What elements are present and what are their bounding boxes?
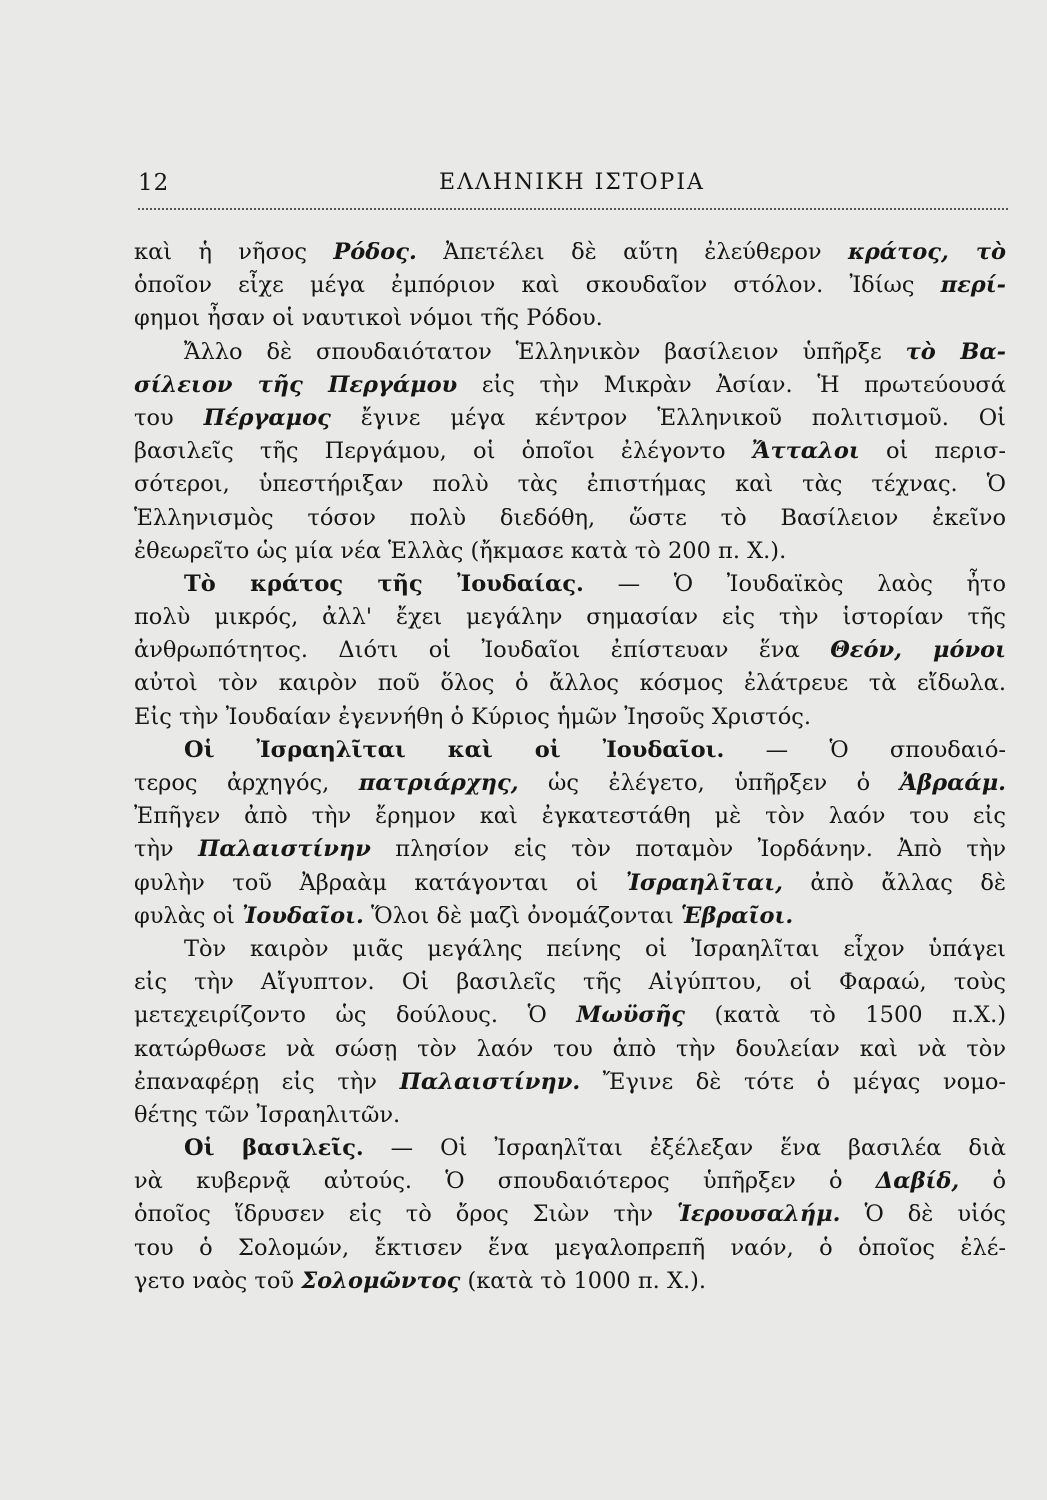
text-line: ὁποῖος ἵδρυσεν εἰς τὸ ὄρος Σιὼν τὴν Ἱερουσαλήμ. Ὁ δὲ υἱός <box>134 1201 1006 1228</box>
emphasis: περί- <box>940 272 1006 299</box>
paragraph <box>134 1132 1006 1298</box>
text-line: φυλὴν τοῦ Ἀβραὰμ κατάγονται οἱ Ἰσραηλῖται, ἀπὸ ἄλλας δὲ <box>134 869 1006 896</box>
running-title: ΕΛΛΗΝΙΚΗ ΙΣΤΟΡΙΑ <box>439 170 705 195</box>
emphasis: Δαβίδ, <box>875 1168 960 1195</box>
text-line: Τὸν καιρὸν μιᾶς μεγάλης πείνης οἱ Ἰσραηλῖται εἶχον ὑπάγει <box>184 935 1006 962</box>
text-line: Εἰς τὴν Ἰουδαίαν ἐγεννήθη ὁ Κύριος ἡμῶν Ἰησοῦς Χριστός. <box>134 703 812 730</box>
text-line: γετο ναὸς τοῦ Σολομῶντος (κατὰ τὸ 1000 π. Χ.). <box>134 1267 707 1294</box>
emphasis: Ρόδος. <box>333 239 417 265</box>
text-line: νὰ κυβερνᾷ αὐτούς. Ὁ σπουδαιότερος ὑπῆρξεν ὁ Δαβίδ, ὁ <box>134 1168 1006 1195</box>
text-line: του ὁ Σολομών, ἔκτισεν ἕνα μεγαλοπρεπῆ ναόν, ὁ ὁποῖος ἐλέ- <box>134 1234 1006 1261</box>
text-line: εἰς τὴν Αἴγυπτον. Οἱ βασιλεῖς τῆς Αἰγύπτου, οἱ Φαραώ, τοὺς <box>134 969 1006 996</box>
page-number: 12 <box>138 170 170 196</box>
section-heading: Οἱ Ἰσραηλῖται καὶ οἱ Ἰουδαῖοι. <box>184 736 725 763</box>
text-line: Ἐπῆγεν ἀπὸ τὴν ἔρημον καὶ ἐγκατεστάθη μὲ τὸν λαόν του εἰς <box>134 803 1006 830</box>
text-line: του Πέργαμος ἔγινε μέγα κέντρον Ἑλληνικοῦ πολιτισμοῦ. Οἱ <box>134 404 1006 431</box>
emphasis: Ἀβραάμ. <box>899 770 1006 796</box>
emphasis: Ἄτταλοι <box>751 438 860 465</box>
emphasis: Πέργαμος <box>203 404 331 431</box>
text-line: βασιλεῖς τῆς Περγάμου, οἱ ὁποῖοι ἐλέγοντο Ἄτταλοι οἱ περισ- <box>134 438 1006 465</box>
text-line: πολὺ μικρός, ἀλλ' ἔχει μεγάλην σημασίαν εἰς τὴν ἱστορίαν τῆς <box>134 604 1006 631</box>
text-line: τερος ἀρχηγός, πατριάρχης, ὡς ἐλέγετο, ὑπῆρξεν ὁ Ἀβραάμ. <box>134 770 1006 796</box>
section-heading: Οἱ βασιλεῖς. <box>184 1135 364 1162</box>
page-header <box>138 170 1006 200</box>
emphasis: Μωϋσῆς <box>576 1002 686 1029</box>
text-line: σίλειον τῆς Περγάμου εἰς τὴν Μικρὰν Ἀσίαν. Ἡ πρωτεύουσά <box>134 371 1006 398</box>
text-line: Οἱ Ἰσραηλῖται καὶ οἱ Ἰουδαῖοι. — Ὁ σπουδαιό- <box>184 736 1006 763</box>
text-line: καὶ ἡ νῆσος Ρόδος. Ἀπετέλει δὲ αὕτη ἐλεύθερον κράτος, τὸ <box>134 239 1006 265</box>
emphasis: σίλειον τῆς Περγάμου <box>134 371 458 398</box>
emphasis: Παλαιστίνην. <box>399 1068 581 1095</box>
text-line: Τὸ κράτος τῆς Ἰουδαίας. — Ὁ Ἰουδαϊκὸς λαὸς ἦτο <box>184 570 1006 597</box>
paragraph <box>134 933 1006 1132</box>
text-line: σότεροι, ὑπεστήριξαν πολὺ τὰς ἐπιστήμας καὶ τὰς τέχνας. Ὁ <box>134 471 1006 498</box>
emphasis: Παλαιστίνην <box>198 836 371 863</box>
header-divider <box>138 208 1008 210</box>
text-line: ὁποῖον εἶχε μέγα ἐμπόριον καὶ σκουδαῖον στόλον. Ἰδίως περί- <box>134 272 1006 299</box>
text-line: Ἑλληνισμὸς τόσον πολὺ διεδόθη, ὥστε τὸ Βασίλειον ἐκεῖνο <box>134 504 1006 531</box>
emphasis: Ἱερουσαλήμ. <box>676 1201 841 1228</box>
emphasis: κράτος, τὸ <box>847 239 1006 265</box>
emphasis: Ἰσραηλῖται, <box>625 869 783 896</box>
text-line: μετεχειρίζοντο ὡς δούλους. Ὁ Μωϋσῆς (κατὰ τὸ 1500 π.Χ.) <box>134 1002 1006 1029</box>
text-line: ἀνθρωπότητος. Διότι οἱ Ἰουδαῖοι ἐπίστευαν ἕνα Θεόν, μόνοι <box>134 637 1006 664</box>
text-line: αὐτοὶ τὸν καιρὸν ποῦ ὅλος ὁ ἄλλος κόσμος ἐλάτρευε τὰ εἴδωλα. <box>134 670 1006 697</box>
emphasis: Ἑβραῖοι. <box>680 902 794 929</box>
section-heading: Τὸ κράτος τῆς Ἰουδαίας. <box>184 570 584 597</box>
emphasis: Σολομῶντος <box>301 1267 461 1294</box>
text-line: τὴν Παλαιστίνην πλησίον εἰς τὸν ποταμὸν Ἰορδάνην. Ἀπὸ τὴν <box>134 836 1006 863</box>
text-line: φημοι ἦσαν οἱ ναυτικοὶ νόμοι τῆς Ρόδου. <box>134 305 603 332</box>
text-line: Οἱ βασιλεῖς. — Οἱ Ἰσραηλῖται ἐξέλεξαν ἕνα βασιλέα διὰ <box>184 1135 1006 1162</box>
paragraph <box>134 568 1006 734</box>
emphasis: πατριάρχης, <box>358 770 519 796</box>
paragraph <box>134 336 1006 568</box>
emphasis: Θεόν, μόνοι <box>830 637 1006 664</box>
text-line: ἐθεωρεῖτο ὡς μία νέα Ἑλλὰς (ἤκμασε κατὰ τὸ 200 π. Χ.). <box>134 537 787 564</box>
text-line: ἐπαναφέρῃ εἰς τὴν Παλαιστίνην. Ἔγινε δὲ τότε ὁ μέγας νομο- <box>134 1068 1006 1095</box>
body-text <box>134 236 1006 1298</box>
text-line: κατώρθωσε νὰ σώσῃ τὸν λαόν του ἀπὸ τὴν δουλείαν καὶ νὰ τὸν <box>134 1035 1006 1062</box>
emphasis: τὸ Βα- <box>905 338 1006 365</box>
text-line: φυλὰς οἱ Ἰουδαῖοι. Ὅλοι δὲ μαζὶ ὀνομάζονται Ἑβραῖοι. <box>134 902 794 929</box>
text-line: Ἄλλο δὲ σπουδαιότατον Ἑλληνικὸν βασίλειον ὑπῆρξε τὸ Βα- <box>184 338 1006 365</box>
paragraph <box>134 236 1006 336</box>
paragraph <box>134 734 1006 933</box>
emphasis: Ἰουδαῖοι. <box>242 902 364 929</box>
text-line: θέτης τῶν Ἰσραηλιτῶν. <box>134 1101 401 1128</box>
